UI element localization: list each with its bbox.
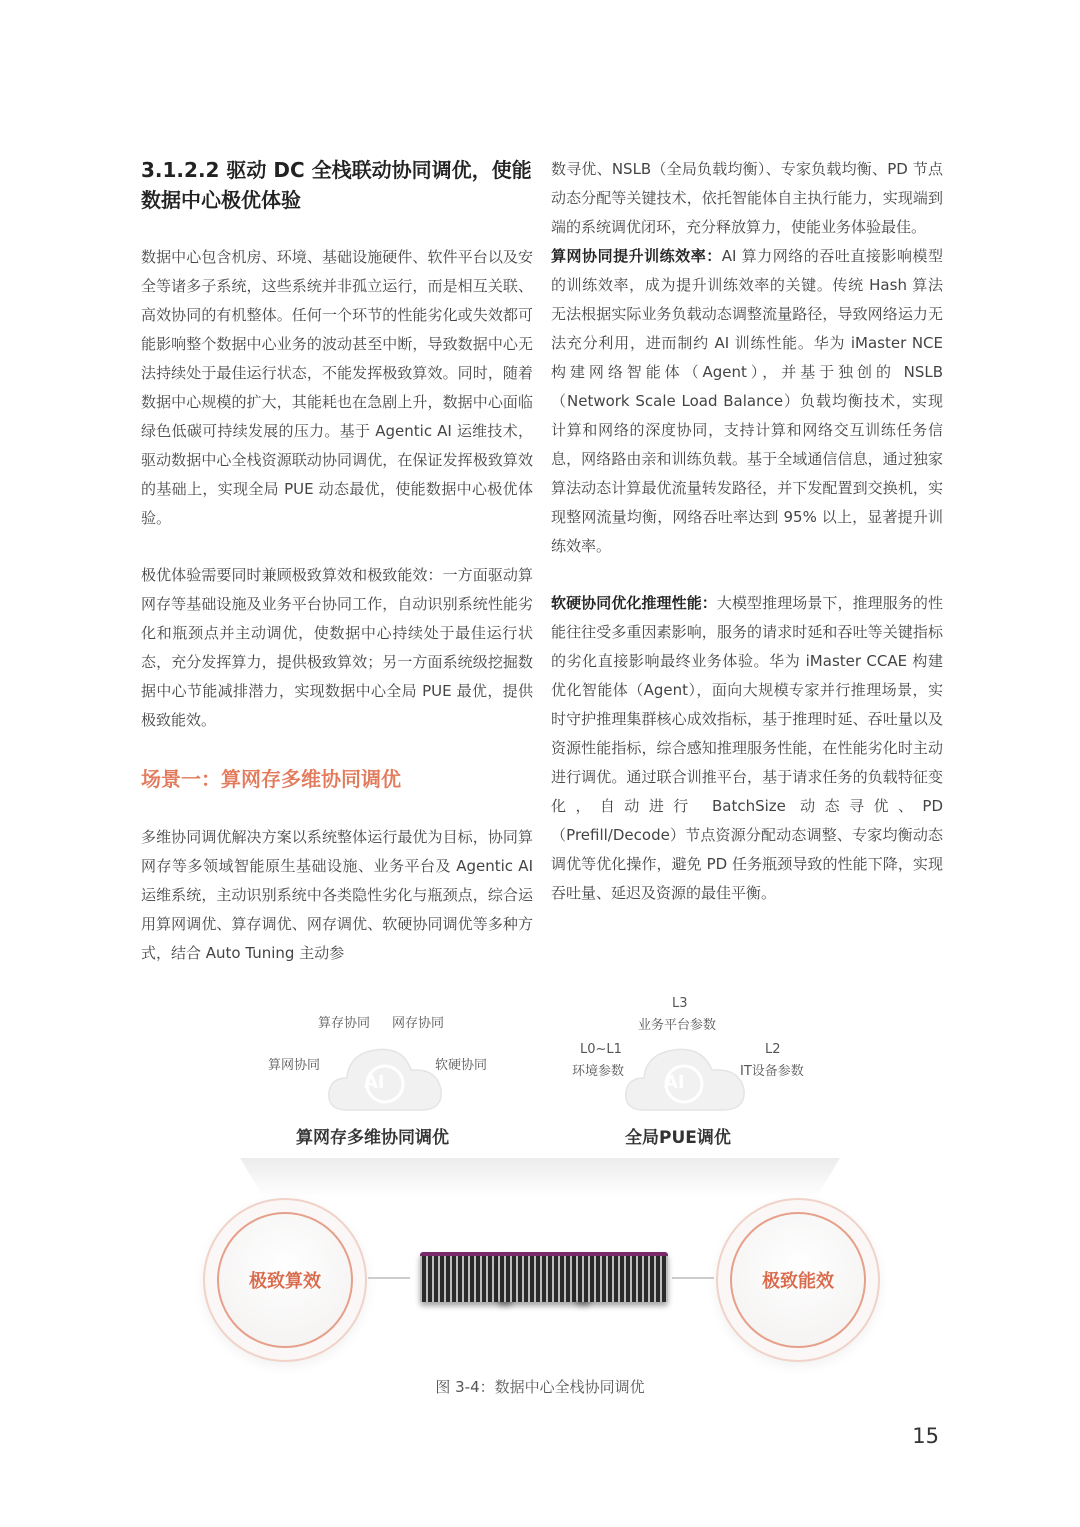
paragraph [551, 589, 943, 908]
scene-title: 场景一：算网存多维协同调优 [141, 767, 401, 791]
connector-line [672, 1277, 714, 1279]
cloud-icon [325, 1038, 445, 1118]
diagram-label: IT设备参数 [740, 1064, 804, 1079]
paragraph-lead: 软硬协同优化推理性能： [551, 594, 717, 612]
diagram-label: L2 [765, 1042, 781, 1057]
cloud-icon [622, 1038, 748, 1118]
paragraph: 极优体验需要同时兼顾极致算效和极致能效：一方面驱动算网存等基础设施及业务平台协同工作，自动识别系统性能劣化和瓶颈点并主动调优，使数据中心持续处于最佳运行状态，充分发挥算力，提供极致算效；另一方面系统级挖掘数据中心节能减排潜力，实现数据中心全局 PUE 最优，提供极致能效。 [141, 566, 533, 729]
diagram-label: 软硬协同 [435, 1058, 488, 1073]
ai-icon-label: AI [364, 1072, 385, 1093]
diagram-label: 环境参数 [572, 1064, 625, 1079]
diagram-label: L0~L1 [580, 1042, 622, 1057]
paragraph: 多维协同调优解决方案以系统整体运行最优为目标，协同算网存等多领域智能原生基础设施、业务平台及 Agentic AI 运维系统，主动识别系统中各类隐性劣化与瓶颈点，综合运用算网调优、算存调优、网存调优、软硬协同调优等多种方式，结合 Auto Tuning 主动参 [141, 828, 533, 962]
energy-circle [716, 1198, 880, 1362]
ai-icon-label: AI [664, 1072, 685, 1093]
server-rack-icon [576, 1252, 668, 1302]
figure-caption: 图 3-4：数据中心全栈协同调优 [435, 1378, 645, 1396]
page-number: 15 [912, 1424, 939, 1448]
diagram-label: 业务平台参数 [638, 1018, 717, 1033]
diagram-title: 全局PUE调优 [625, 1128, 731, 1148]
paragraph-text: AI 算力网络的吞吐直接影响模型的训练效率，成为提升训练效率的关键。传统 Hash 算法无法根据实际业务负载动态调整流量路径，导致网络运力无法充分利用，进而制约 AI 训练性能。华为 iMaster NCE 构建网络智能体（Agent），并基于独创的 NSLB（Network Scale Load Balance）负载均衡技术，实现计算和网络的深度协同，支持计算和网络交互训练任务信息，网络路由亲和训练负载。基于全域通信信息，通过独家算法动态计算最优流量转发路径，并下发配置到交换机，实现整网流量均衡，网络吞吐率达到 95% 以上，显著提升训练效率。 [551, 247, 943, 555]
platform-band [240, 1158, 840, 1198]
paragraph: 数寻优、NSLB（全局负载均衡）、专家负载均衡、PD 节点动态分配等关键技术，依托智能体自主执行能力，实现端到端的系统调优闭环，充分释放算力，使能业务体验最佳。 [551, 160, 943, 236]
figure-diagram [0, 990, 1080, 1410]
diagram-label: 网存协同 [392, 1016, 445, 1031]
right-column [551, 155, 943, 908]
diagram-label: 算网协同 [268, 1058, 321, 1073]
diagram-title: 算网存多维协同调优 [296, 1128, 449, 1148]
section-title: 3.1.2.2 驱动 DC 全栈联动协同调优，使能数据中心极优体验 [141, 158, 532, 212]
circle-label: 极致能效 [730, 1212, 866, 1348]
connector-line [368, 1277, 410, 1279]
diagram-label: 算存协同 [318, 1016, 371, 1031]
paragraph [551, 242, 943, 561]
left-column [141, 155, 533, 968]
paragraph-text: 大模型推理场景下，推理服务的性能往往受多重因素影响，服务的请求时延和吞吐等关键指标的劣化直接影响最终业务体验。华为 iMaster CCAE 构建优化智能体（Agent），面向大规模专家并行推理场景，实时守护推理集群核心成效指标，基于推理时延、吞吐量以及资源性能指标，综合感知推理服务性能，在性能劣化时主动进行调优。通过联合训推平台，基于请求任务的负载特征变化，自动进行 BatchSize 动态寻优、PD（Prefill/Decode）节点资源分配动态调整、专家均衡动态调优等优化操作，避免 PD 任务瓶颈导致的性能下降，实现吞吐量、延迟及资源的最佳平衡。 [551, 594, 943, 902]
efficiency-circle [203, 1198, 367, 1362]
paragraph-lead: 算网协同提升训练效率： [551, 247, 722, 265]
diagram-label: L3 [672, 996, 688, 1011]
circle-label: 极致算效 [217, 1212, 353, 1348]
paragraph: 数据中心包含机房、环境、基础设施硬件、软件平台以及安全等诸多子系统，这些系统并非孤立运行，而是相互关联、高效协同的有机整体。任何一个环节的性能劣化或失效都可能影响整个数据中心业务的波动甚至中断，导致数据中心无法持续处于最佳运行状态，不能发挥极致算效。同时，随着数据中心规模的扩大，其能耗也在急剧上升，数据中心面临绿色低碳可持续发展的压力。基于 Agentic AI 运维技术，驱动数据中心全栈资源联动协同调优，在保证发挥极致算效的基础上，实现全局 PUE 动态最优，使能数据中心极优体验。 [141, 248, 533, 527]
